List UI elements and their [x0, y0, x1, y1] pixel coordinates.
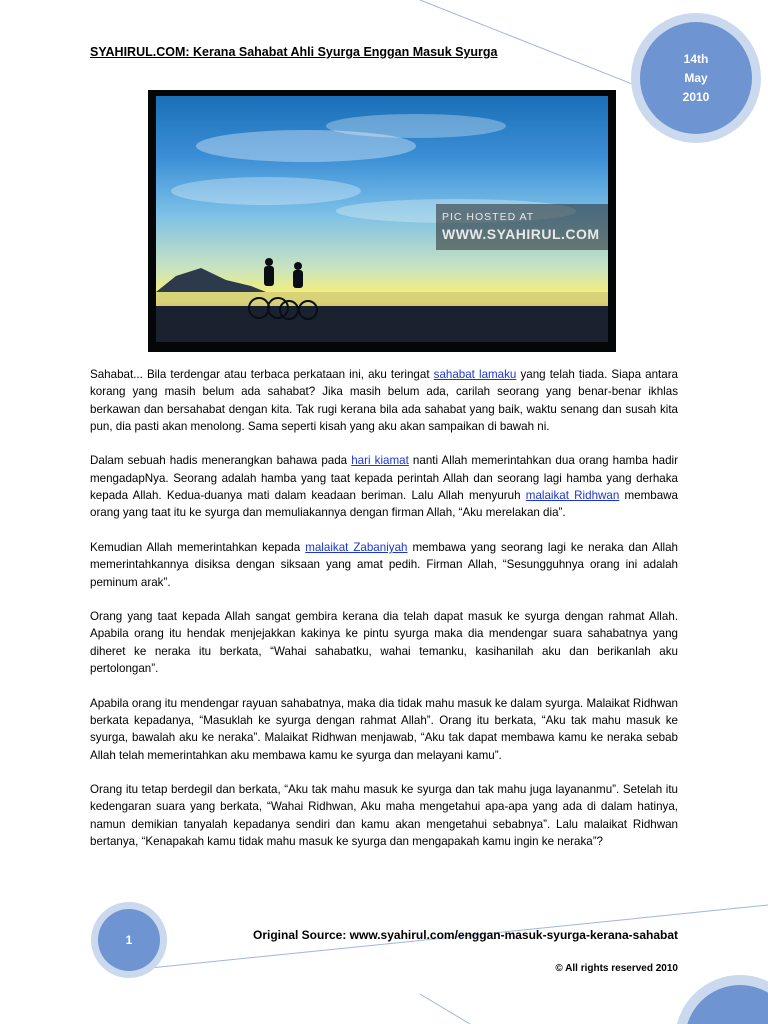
date-year: 2010 — [682, 89, 710, 104]
copyright-notice: © All rights reserved 2010 — [555, 963, 678, 974]
date-badge — [640, 22, 752, 134]
watermark-line1: PIC HOSTED AT — [442, 211, 535, 223]
paragraph-4: Orang yang taat kepada Allah sangat gembira kerana dia telah dapat masuk ke syurga dengan rahmat Allah. Apabila orang itu hendak menjejakkan kakinya ke pintu syurga maka dia mendengar suara sahabatnya yang diheret ke neraka itu berkata, “Wahai sahabatku, wahai temanku, kasihanilah aku dan berikanlah aku pertolongan”. — [90, 610, 678, 676]
link-malaikat-zabaniyah[interactable]: malaikat Zabaniyah — [305, 540, 408, 554]
link-hari-kiamat[interactable]: hari kiamat — [351, 454, 409, 468]
photo-watermark — [436, 204, 608, 250]
original-source: Original Source: www.syahirul.com/enggan-masuk-syurga-kerana-sahabat — [252, 928, 678, 942]
paragraph-6: Orang itu tetap berdegil dan berkata, “Aku tak mahu masuk ke syurga dan tak mahu juga layananmu”. Setelah itu kedengaran suara yang berkata, “Wahai Ridhwan, Aku maha mengetahui apa-apa yang ada di dalam hatinya, namun demikian tanyalah kepadanya sendiri dan kamu akan mengetahui sebabnya”. Lalu malaikat Ridhwan bertanya, “Kenapakah kamu tidak mahu masuk ke syurga dan mengapakah kamu ingin ke neraka”? — [90, 783, 678, 849]
sunset-photo — [156, 96, 608, 342]
date-month: May — [684, 70, 708, 85]
date-day: 14th — [683, 51, 709, 66]
page-number: 1 — [125, 933, 133, 947]
watermark-line2: WWW.SYAHIRUL.COM — [442, 226, 600, 242]
paragraph-2: Dalam sebuah hadis menerangkan bahawa pada hari kiamat nanti Allah memerintahkan dua orang hamba hadir mengadapNya. Seorang adalah hamba yang taat kepada perintah Allah dan seorang lagi hamba yang derhaka kepada Allah. Kedua-duanya mati dalam keadaan beriman. Lalu Allah menyuruh malaikat Ridhwan membawa orang yang taat itu ke syurga dan memuliakannya dengan firman Allah, “Aku merelakan dia”. — [90, 454, 679, 520]
article-body — [90, 366, 678, 868]
photo-frame — [148, 90, 616, 352]
paragraph-5: Apabila orang itu mendengar rayuan sahabatnya, maka dia tidak mahu masuk ke dalam syurga. Malaikat Ridhwan berkata kepadanya, “Masuklah ke syurga dengan rahmat Allah”. Orang itu berkata, “Aku tak mahu masuk ke syurga, bawalah aku ke neraka”. Malaikat Ridhwan menjawab, “Aku tak dapat membawa kamu ke neraka sebab Allah telah memerintahkan aku membawa kamu ke syurga dan melayani kamu”. — [90, 696, 678, 762]
paragraph-3: Kemudian Allah memerintahkan kepada malaikat Zabaniyah membawa yang seorang lagi ke neraka dan Allah memerintahkannya disiksa dengan siksaan yang amat pedih. Firman Allah, “Sesungguhnya orang ini adalah peminum arak”. — [90, 540, 678, 589]
paragraph-1: Sahabat... Bila terdengar atau terbaca perkataan ini, aku teringat sahabat lamaku yang telah tiada. Siapa antara korang yang masih belum ada sahabat? Jika masih belum ada, carilah seorang yang benar-benar ikhlas berkawan dan bersahabat dengan kita. Tak rugi kerana bila ada sahabat yang baik, waktu senang dan susah kita pun, dia pasti akan menolong. Sama seperti kisah yang aku akan sampaikan di bawah ni. — [90, 368, 679, 433]
document-title: SYAHIRUL.COM: Kerana Sahabat Ahli Syurga Enggan Masuk Syurga — [90, 45, 498, 59]
page-number-badge — [98, 909, 160, 971]
link-malaikat-ridhwan[interactable]: malaikat Ridhwan — [525, 489, 620, 503]
link-sahabat-lamaku[interactable]: sahabat lamaku — [433, 368, 517, 381]
